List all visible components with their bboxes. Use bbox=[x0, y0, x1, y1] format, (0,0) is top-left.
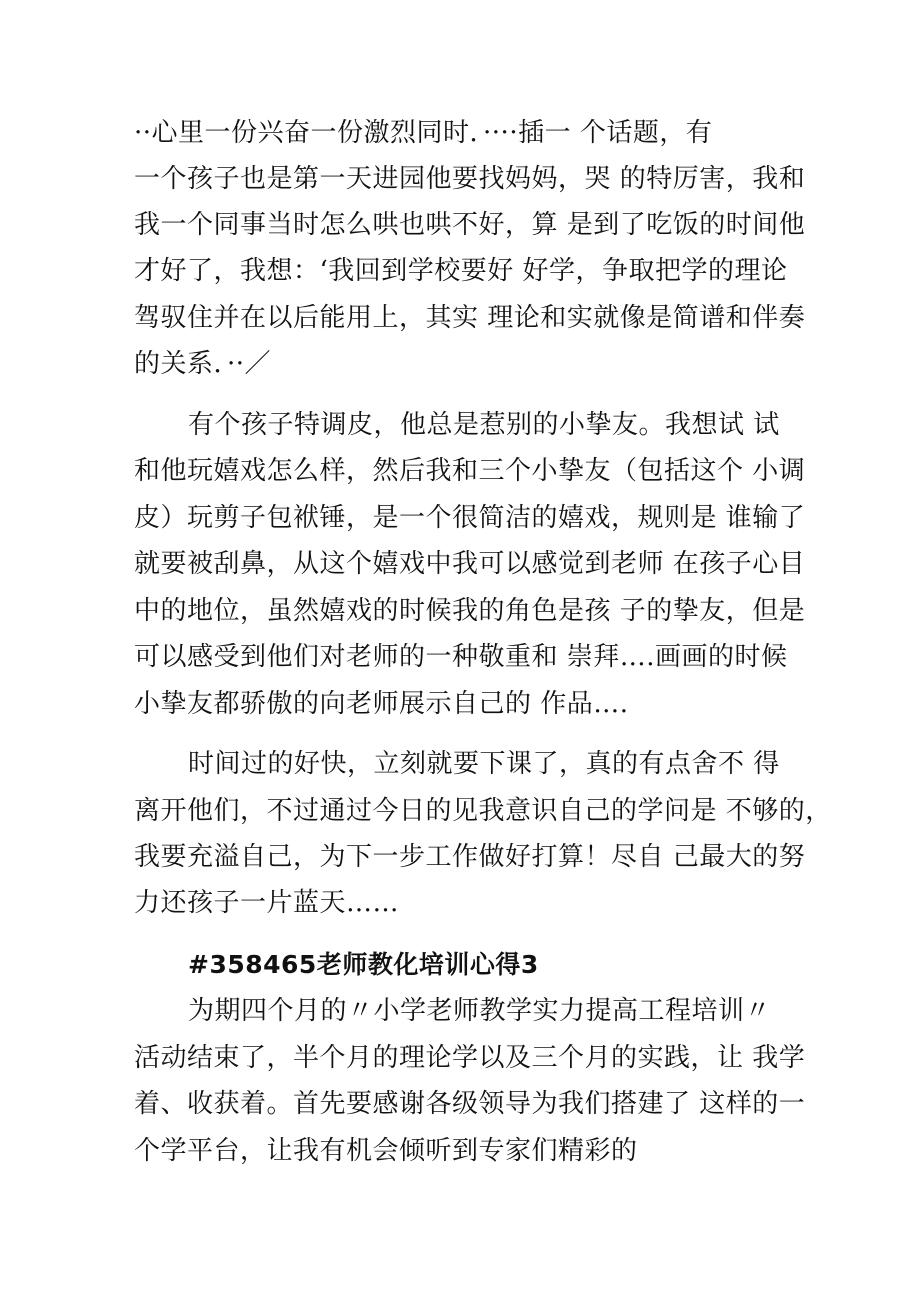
text-line: 驾驭住并在以后能用上，其实 理论和实就像是简谱和伴奏 bbox=[134, 303, 806, 333]
text-line: 的关系．··／ bbox=[134, 349, 272, 379]
text-line: 小挚友都骄傲的向老师展示自己的 作品…. bbox=[134, 689, 629, 719]
text-line: 才好了，我想：‘我回到学校要好 好学，争取把学的理论 bbox=[134, 256, 788, 286]
text-line: 皮）玩剪子包袱锤，是一个很简洁的嬉戏，规则是 谁输了 bbox=[134, 503, 806, 533]
text-line: 和他玩嬉戏怎么样，然后我和三个小挚友（包括这个 小调 bbox=[134, 456, 806, 486]
paragraph-first-line: 为期四个月的〃小学老师教学实力提高工程培训〃 bbox=[188, 996, 772, 1026]
text-line: 离开他们，不过通过今日的见我意识自己的学问是 不够的， bbox=[134, 796, 832, 826]
text-line: 一个孩子也是第一天进园他要找妈妈，哭 的特厉害，我和 bbox=[134, 164, 806, 194]
text-line: 力还孩子一片蓝天…… bbox=[134, 888, 400, 918]
text-line: 着、收获着。首先要感谢各级领导为我们搭建了 这样的一 bbox=[134, 1089, 806, 1119]
section-heading: #358465老师教化培训心得3 bbox=[188, 950, 539, 979]
text-line: 可以感受到他们对老师的一种敬重和 崇拜….画画的时候 bbox=[134, 642, 788, 672]
text-line: 我一个同事当时怎么哄也哄不好，算 是到了吃饭的时间他 bbox=[134, 210, 806, 240]
text-line: 个学平台，让我有机会倾听到专家们精彩的 bbox=[134, 1136, 638, 1166]
text-line: 活动结束了，半个月的理论学以及三个月的实践，让 我学 bbox=[134, 1043, 806, 1073]
paragraph-first-line: 有个孩子特调皮，他总是惹别的小挚友。我想试 试 bbox=[188, 410, 780, 440]
text-line: 我要充溢自己，为下一步工作做好打算！尽自 己最大的努 bbox=[134, 842, 806, 872]
paragraph-first-line: 时间过的好快，立刻就要下课了，真的有点舍不 得 bbox=[188, 749, 780, 779]
text-line: 就要被刮鼻，从这个嬉戏中我可以感觉到老师 在孩子心目 bbox=[134, 549, 806, 579]
text-line: 中的地位，虽然嬉戏的时候我的角色是孩 子的挚友，但是 bbox=[134, 596, 806, 626]
text-line: ··心里一份兴奋一份激烈同时．····插一 个话题，有 bbox=[134, 118, 713, 148]
